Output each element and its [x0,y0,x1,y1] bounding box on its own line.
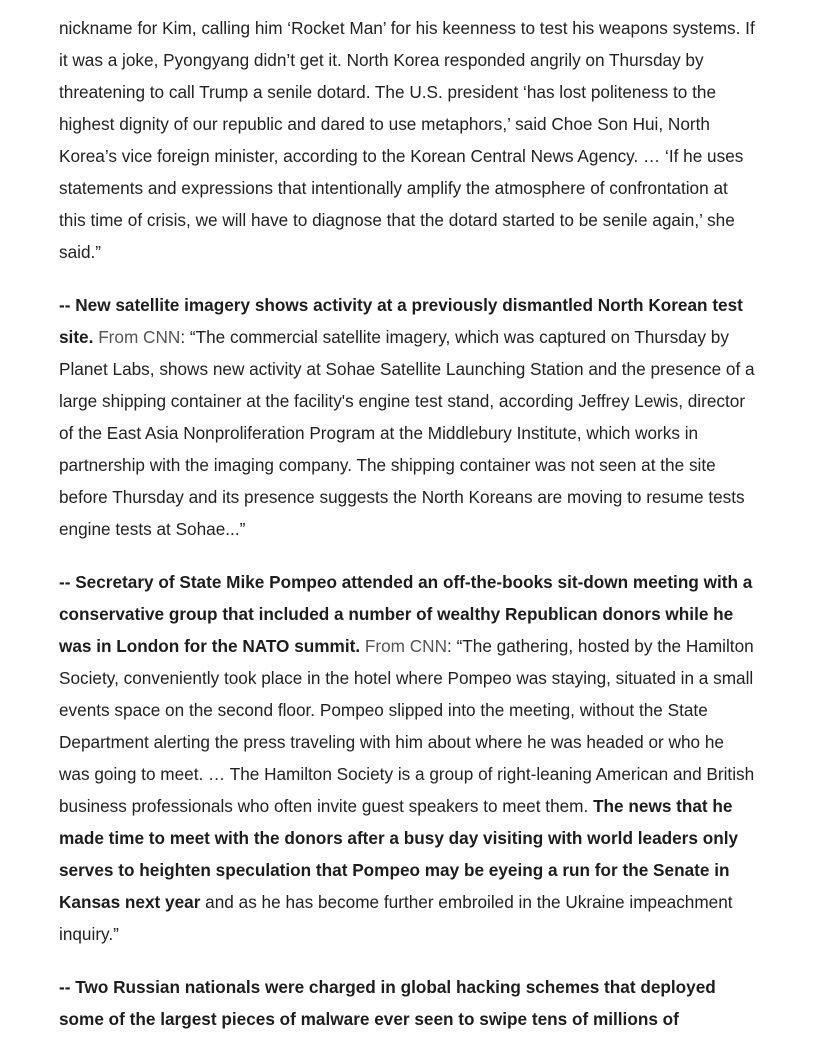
paragraph-text: : “The gathering, hosted by the Hamilton Society, conveniently took place in the hotel where Pompeo was staying, situated in a small events space on the second floor. Pompeo slipped into the meeting, without the State Department alerting the press traveling with him about where he was headed or who he was going to meet. … The Hamilton Society is a group of right-leaning American and British business professionals who often invite guest speakers to meet them. [59,636,755,816]
news-headline: -- Secretary of State Mike Pompeo attended an off-the-books sit-down meeting with a conservative group that included a number of wealthy Republican donors while he was in London for the NATO summit. [59,572,753,656]
news-headline: -- Two Russian nationals were charged in global hacking schemes that deployed some of the largest pieces of malware ever seen to swipe tens of millions of [59,977,716,1029]
source-link[interactable]: From CNN [364,636,448,656]
news-headline: -- New satellite imagery shows activity at a previously dismantled North Korean test site. [59,295,743,347]
source-link[interactable]: From CNN [98,327,181,347]
paragraph-text: nickname for Kim, calling him ‘Rocket Man’ for his keenness to test his weapons systems. If it was a joke, Pyongyang didn’t get it. North Korea responded angrily on Thursday by threatening to call Trump a senile dotard. The U.S. president ‘has lost politeness to the highest dignity of our republic and dared to use metaphors,’ said Choe Son Hui, North Korea’s vice foreign minister, according to the Korean Central News Agency. … ‘If he uses statements and expressions that intentionally amplify the atmosphere of confrontation at this time of crisis, we will have to diagnose that the dotard started to be senile again,’ she said.” [59,18,755,262]
paragraph-satellite-imagery [59,289,759,545]
paragraph-pompeo [59,566,759,950]
paragraph-text-tail: and as he has become further embroiled in the Ukraine impeachment inquiry.” [59,892,733,944]
article-body [59,12,759,1056]
paragraph-russian-hackers [59,971,759,1035]
paragraph-bold-text: The news that he made time to meet with the donors after a busy day visiting with world leaders only serves to heighten speculation that Pompeo may be eyeing a run for the Senate in Kansas next year [59,796,739,912]
paragraph-rocket-man [59,12,759,268]
paragraph-text: : “The commercial satellite imagery, which was captured on Thursday by Planet Labs, shows new activity at Sohae Satellite Launching Station and the presence of a large shipping container at the facility's engine test stand, according Jeffrey Lewis, director of the East Asia Nonproliferation Program at the Middlebury Institute, which works in partnership with the imaging company. The shipping container was not seen at the site before Thursday and its presence suggests the North Koreans are moving to resume tests engine tests at Sohae...” [59,327,755,539]
